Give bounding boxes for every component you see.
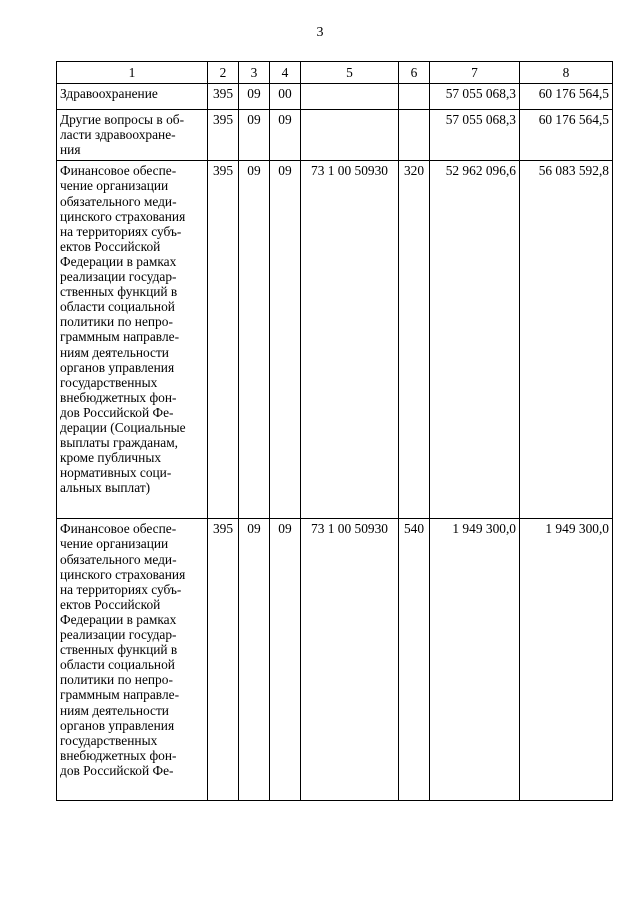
row-name-line: дерации (Социальные xyxy=(60,419,186,435)
row-name-line: чение организации xyxy=(60,536,169,552)
subsection-cell: 09 xyxy=(270,519,301,801)
amount-cell: 52 962 096,6 xyxy=(430,161,520,519)
subsection-cell: 00 xyxy=(270,84,301,110)
row-name-line: внебюджетных фон- xyxy=(60,747,177,763)
expense-type-cell: 540 xyxy=(399,519,430,801)
header-cell: 1 xyxy=(57,62,208,84)
target-article-cell xyxy=(301,84,399,110)
row-name-line: Здравоохранение xyxy=(60,86,158,102)
amount-cell: 60 176 564,5 xyxy=(520,110,613,161)
row-name-line: дов Российской Фе- xyxy=(60,404,174,420)
row-name-cell xyxy=(57,161,208,519)
code-cell: 395 xyxy=(208,519,239,801)
subsection-cell: 09 xyxy=(270,161,301,519)
section-cell: 09 xyxy=(239,519,270,801)
code-cell: 395 xyxy=(208,161,239,519)
row-name-line: граммным направле- xyxy=(60,687,180,703)
row-name-line: цинского страхования xyxy=(60,566,186,582)
row-name-line: нормативных соци- xyxy=(60,465,172,481)
amount-cell: 57 055 068,3 xyxy=(430,110,520,161)
row-name-line: государственных xyxy=(60,374,158,390)
amount-cell: 60 176 564,5 xyxy=(520,84,613,110)
amount-cell: 1 949 300,0 xyxy=(430,519,520,801)
row-name-line: реализации государ- xyxy=(60,627,177,643)
row-name-line: Финансовое обеспе- xyxy=(60,521,177,537)
header-cell: 2 xyxy=(208,62,239,84)
table-header-row xyxy=(57,62,613,84)
amount-cell: 1 949 300,0 xyxy=(520,519,613,801)
row-name-line: граммным направле- xyxy=(60,329,180,345)
expense-type-cell xyxy=(399,110,430,161)
row-name-line: обязательного меди- xyxy=(60,193,177,209)
row-name-line: чение организации xyxy=(60,178,169,194)
row-name-line: государственных xyxy=(60,732,158,748)
row-name-line: области социальной xyxy=(60,299,175,315)
row-name-line: политики по непро- xyxy=(60,672,173,688)
subsection-cell: 09 xyxy=(270,110,301,161)
table-row xyxy=(57,161,613,519)
row-name-line: дов Российской Фе- xyxy=(60,762,174,778)
row-name-line: обязательного меди- xyxy=(60,551,177,567)
expense-type-cell xyxy=(399,84,430,110)
row-name-line: области социальной xyxy=(60,657,175,673)
row-name-line: ственных функций в xyxy=(60,642,178,658)
table-row xyxy=(57,84,613,110)
code-cell: 395 xyxy=(208,84,239,110)
header-cell: 6 xyxy=(399,62,430,84)
header-cell: 5 xyxy=(301,62,399,84)
target-article-cell: 73 1 00 50930 xyxy=(301,519,399,801)
row-name-line: ектов Российской xyxy=(60,596,161,612)
row-name-cell xyxy=(57,84,208,110)
row-name-line: Федерации в рамках xyxy=(60,611,177,627)
row-name-line: альных выплат) xyxy=(60,480,151,496)
target-article-cell: 73 1 00 50930 xyxy=(301,161,399,519)
row-name-line: внебюджетных фон- xyxy=(60,389,177,405)
row-name-line: ниям деятельности xyxy=(60,344,169,360)
budget-table xyxy=(56,61,613,801)
section-cell: 09 xyxy=(239,84,270,110)
row-name-line: кроме публичных xyxy=(60,450,162,466)
row-name-line: цинского страхования xyxy=(60,208,186,224)
row-name-line: органов управления xyxy=(60,717,175,733)
target-article-cell xyxy=(301,110,399,161)
amount-cell: 56 083 592,8 xyxy=(520,161,613,519)
row-name-line: политики по непро- xyxy=(60,314,173,330)
table-row xyxy=(57,110,613,161)
amount-cell: 57 055 068,3 xyxy=(430,84,520,110)
header-cell: 7 xyxy=(430,62,520,84)
header-cell: 3 xyxy=(239,62,270,84)
page-number: 3 xyxy=(316,25,324,40)
row-name-line: ния xyxy=(60,142,81,158)
row-name-line: Финансовое обеспе- xyxy=(60,163,177,179)
expense-type-cell: 320 xyxy=(399,161,430,519)
section-cell: 09 xyxy=(239,110,270,161)
row-name-line: на территориях субъ- xyxy=(60,223,182,239)
header-cell: 4 xyxy=(270,62,301,84)
row-name-line: органов управления xyxy=(60,359,175,375)
header-cell: 8 xyxy=(520,62,613,84)
row-name-line: Федерации в рамках xyxy=(60,253,177,269)
row-name-cell xyxy=(57,110,208,161)
row-name-line: ниям деятельности xyxy=(60,702,169,718)
row-name-cell xyxy=(57,519,208,801)
table-row xyxy=(57,519,613,801)
row-name-line: ектов Российской xyxy=(60,238,161,254)
row-name-line: реализации государ- xyxy=(60,269,177,285)
row-name-line: выплаты гражданам, xyxy=(60,435,179,451)
row-name-line: на территориях субъ- xyxy=(60,581,182,597)
row-name-line: ственных функций в xyxy=(60,284,178,300)
row-name-line: ласти здравоохране- xyxy=(60,127,176,143)
code-cell: 395 xyxy=(208,110,239,161)
row-name-line: Другие вопросы в об- xyxy=(60,112,185,128)
section-cell: 09 xyxy=(239,161,270,519)
